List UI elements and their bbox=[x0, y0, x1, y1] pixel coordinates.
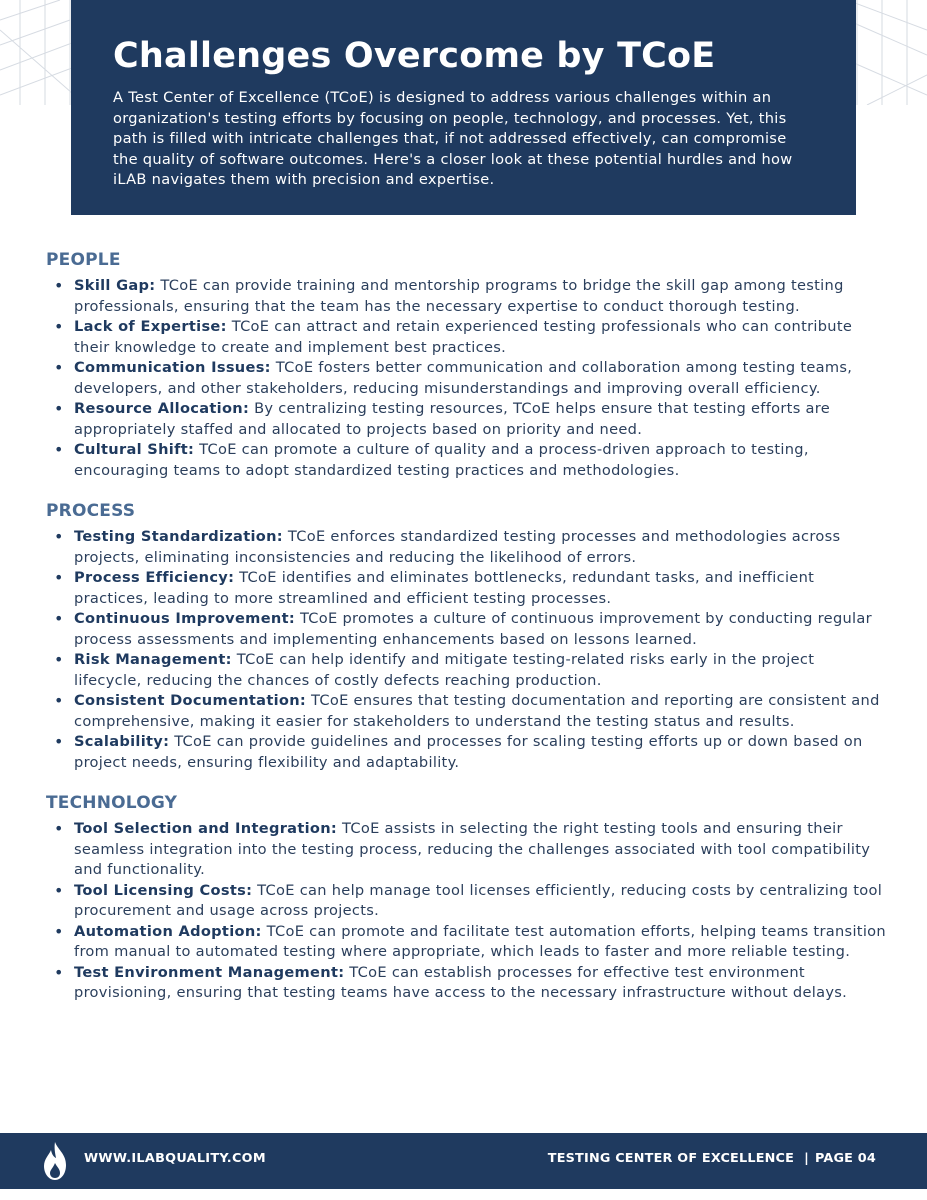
footer-page-info bbox=[548, 1151, 876, 1166]
list-item bbox=[46, 276, 886, 317]
item-title: Testing Standardization: bbox=[74, 528, 283, 545]
item-title: Tool Licensing Costs: bbox=[74, 881, 253, 899]
list-item bbox=[46, 440, 886, 481]
item-text: TCoE can attract and retain experienced testing professionals who can contribute their knowledge to create and implement best practices. bbox=[74, 318, 853, 356]
section-heading: TECHNOLOGY bbox=[46, 793, 178, 813]
item-text: TCoE assists in selecting the right testing tools and ensuring their seamless integration into the testing process, reducing the challenges associated with tool compatibility and functionality. bbox=[74, 820, 871, 878]
list-item bbox=[46, 732, 886, 773]
section-technology bbox=[46, 789, 886, 1004]
section-people bbox=[46, 246, 886, 481]
bullet-list bbox=[46, 276, 886, 481]
section-heading: PEOPLE bbox=[46, 250, 121, 270]
website-link[interactable]: WWW.ILABQUALITY.COM bbox=[84, 1151, 266, 1166]
page-number: PAGE 04 bbox=[814, 1151, 876, 1166]
content-area bbox=[46, 246, 886, 1020]
list-item bbox=[46, 963, 886, 1004]
item-text: By centralizing testing resources, TCoE helps ensure that testing efforts are appropriately staffed and allocated to projects based on priority and need. bbox=[74, 400, 831, 438]
list-item bbox=[46, 819, 886, 881]
list-item bbox=[46, 881, 886, 922]
item-text: TCoE promotes a culture of continuous improvement by conducting regular process assessments and implementing enhancements based on lessons learned. bbox=[74, 610, 872, 648]
list-item bbox=[46, 527, 886, 568]
item-title: Consistent Documentation: bbox=[74, 692, 307, 709]
item-title: Cultural Shift: bbox=[74, 441, 195, 458]
item-title: Automation Adoption: bbox=[74, 922, 262, 940]
item-title: Communication Issues: bbox=[74, 359, 271, 376]
item-text: TCoE can promote and facilitate test automation efforts, helping teams transition from manual to automated testing where appropriate, which leads to faster and more reliable testing. bbox=[74, 922, 886, 960]
item-text: TCoE can promote a culture of quality and a process-driven approach to testing, encouraging teams to adopt standardized testing practices and methodologies. bbox=[74, 441, 809, 479]
document-title: TESTING CENTER OF EXCELLENCE bbox=[547, 1151, 795, 1166]
corner-grid-decoration bbox=[0, 0, 80, 105]
page-title: Challenges Overcome by TCoE bbox=[113, 36, 716, 76]
bullet-list bbox=[46, 819, 886, 1004]
list-item bbox=[46, 399, 886, 440]
item-title: Lack of Expertise: bbox=[74, 318, 227, 335]
item-text: TCoE fosters better communication and collaboration among testing teams, developers, and other stakeholders, reducing misunderstandings and improving overall efficiency. bbox=[74, 359, 853, 397]
item-text: TCoE can provide training and mentorship programs to bridge the skill gap among testing professionals, ensuring that the team has the necessary expertise to conduct thorough testing. bbox=[74, 277, 844, 315]
item-text: TCoE can provide guidelines and processes for scaling testing efforts up or down based on project needs, ensuring flexibility and adaptability. bbox=[74, 733, 863, 771]
item-title: Resource Allocation: bbox=[74, 400, 250, 417]
item-text: TCoE identifies and eliminates bottlenecks, redundant tasks, and inefficient practices, leading to more streamlined and efficient testing processes. bbox=[74, 569, 815, 607]
corner-grid-decoration bbox=[847, 0, 927, 105]
list-item bbox=[46, 650, 886, 691]
list-item bbox=[46, 922, 886, 963]
item-title: Tool Selection and Integration: bbox=[74, 820, 338, 837]
list-item bbox=[46, 358, 886, 399]
footer-bar bbox=[0, 1133, 927, 1189]
item-text: TCoE ensures that testing documentation and reporting are consistent and comprehensive, making it easier for stakeholders to understand the testing status and results. bbox=[74, 692, 880, 730]
item-title: Risk Management: bbox=[74, 651, 232, 668]
item-title: Process Efficiency: bbox=[74, 569, 235, 586]
bullet-list bbox=[46, 527, 886, 773]
section-process bbox=[46, 497, 886, 773]
list-item bbox=[46, 609, 886, 650]
intro-paragraph: A Test Center of Excellence (TCoE) is designed to address various challenges within an organization's testing efforts by focusing on people, technology, and processes. Yet, this path is filled with intricate challenges that, if not addressed effectively, can compromise the quality of software outcomes. Here's a closer look at these potential hurdles and how iLAB navigates them with precision and expertise. bbox=[113, 89, 793, 188]
list-item bbox=[46, 691, 886, 732]
item-text: TCoE can help identify and mitigate testing-related risks early in the project lifecycle, reducing the chances of costly defects reaching production. bbox=[74, 651, 815, 689]
list-item bbox=[46, 568, 886, 609]
section-heading: PROCESS bbox=[46, 501, 136, 521]
footer-separator: | bbox=[804, 1151, 809, 1166]
flame-logo-icon bbox=[42, 1141, 68, 1181]
header-banner bbox=[71, 0, 856, 215]
item-title: Test Environment Management: bbox=[74, 963, 345, 981]
item-text: TCoE enforces standardized testing processes and methodologies across projects, eliminating inconsistencies and reducing the likelihood of errors. bbox=[74, 528, 841, 566]
item-text: TCoE can establish processes for effective test environment provisioning, ensuring that testing teams have access to the necessary infrastructure without delays. bbox=[74, 963, 848, 1001]
item-title: Scalability: bbox=[74, 733, 170, 750]
item-title: Skill Gap: bbox=[74, 277, 156, 294]
item-text: TCoE can help manage tool licenses efficiently, reducing costs by centralizing tool procurement and usage across projects. bbox=[74, 881, 883, 919]
item-title: Continuous Improvement: bbox=[74, 610, 295, 627]
list-item bbox=[46, 317, 886, 358]
